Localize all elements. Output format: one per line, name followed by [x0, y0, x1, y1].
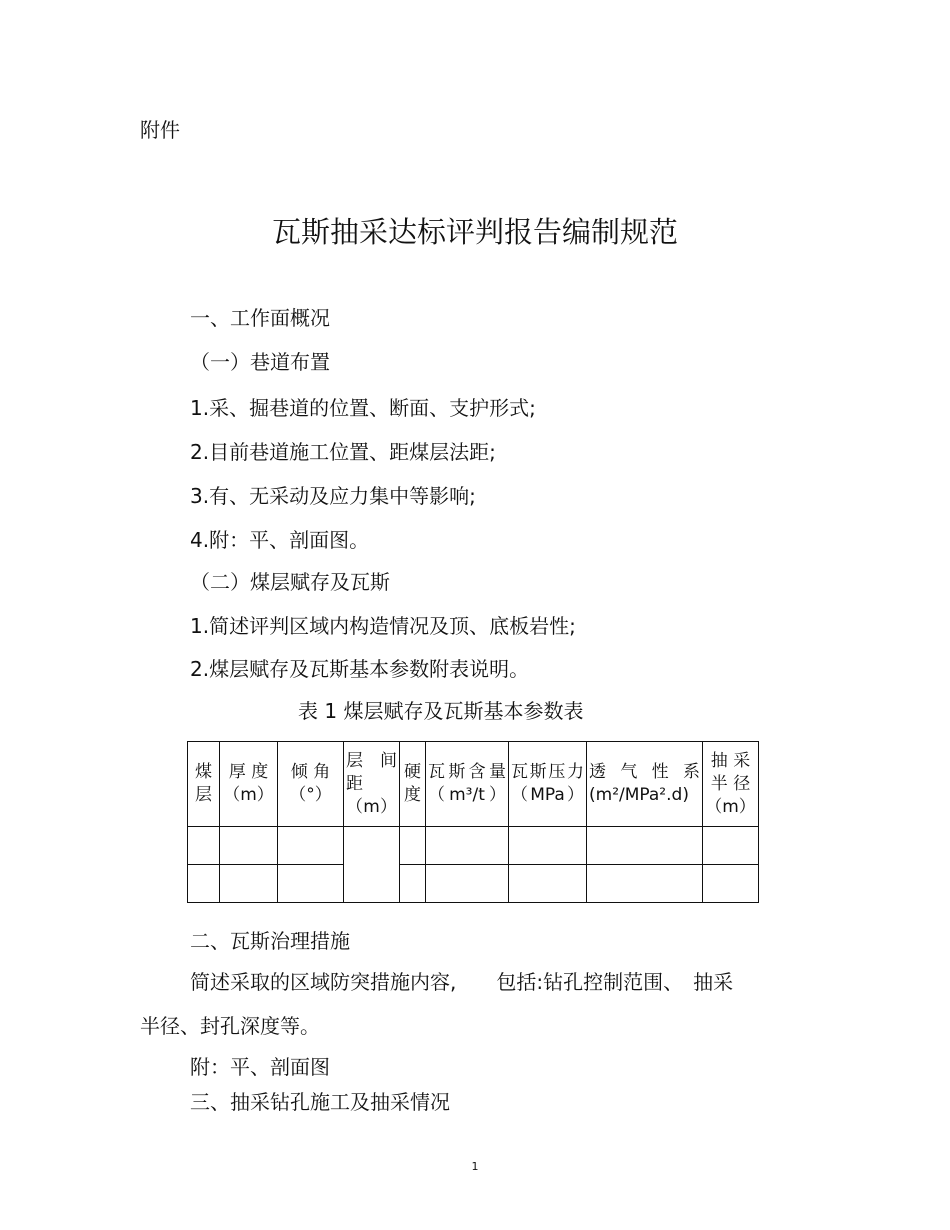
- header-interlayer-distance: 层 间距（m）: [346, 750, 397, 817]
- table-cell: [344, 827, 400, 903]
- table-cell: [220, 827, 278, 865]
- header-hardness: 硬度: [404, 762, 421, 805]
- table-row: [188, 865, 759, 903]
- page-number: 1: [471, 1160, 479, 1173]
- table-cell: [278, 865, 344, 903]
- table-cell: [400, 827, 426, 865]
- attachment-label: 附件: [140, 118, 180, 142]
- table-cell: [509, 827, 587, 865]
- subsection-1-heading: （一）巷道布置: [190, 350, 330, 374]
- header-dip-angle: 倾 角（°）: [289, 762, 332, 805]
- list-item: 1.简述评判区域内构造情况及顶、底板岩性;: [190, 614, 576, 638]
- table-cell: [188, 865, 220, 903]
- list-item: 1.采、掘巷道的位置、断面、支护形式;: [190, 396, 536, 420]
- section-2-attachment-note: 附：平、剖面图: [190, 1055, 330, 1079]
- list-item: 2.目前巷道施工位置、距煤层法距;: [190, 440, 496, 464]
- table-cell: [587, 827, 703, 865]
- section-3-heading: 三、抽采钻孔施工及抽采情况: [190, 1090, 450, 1114]
- header-seam: 煤层: [195, 762, 212, 805]
- header-permeability: 透气性系(m²/MPa².d): [589, 762, 700, 805]
- header-thickness: 厚 度（m）: [223, 762, 274, 805]
- list-item: 2.煤层赋存及瓦斯基本参数附表说明。: [190, 657, 530, 681]
- table-cell: [278, 827, 344, 865]
- list-item: 4.附：平、剖面图。: [190, 528, 370, 552]
- header-gas-pressure: 瓦斯压力（MPa）: [511, 762, 584, 805]
- table-row: [188, 827, 759, 865]
- table-cell: [426, 827, 509, 865]
- table-cell: [220, 865, 278, 903]
- table-cell: [703, 827, 759, 865]
- table-cell: [188, 827, 220, 865]
- table-cell: [400, 865, 426, 903]
- table-cell: [426, 865, 509, 903]
- section-1-heading: 一、工作面概况: [190, 306, 330, 330]
- section-2-paragraph-line-1: 简述采取的区域防突措施内容, 包括:钻孔控制范围、 抽采: [190, 970, 734, 994]
- document-title: 瓦斯抽采达标评判报告编制规范: [271, 215, 678, 249]
- header-gas-content: 瓦斯含量（m³/t）: [428, 762, 506, 805]
- subsection-2-heading: （二）煤层赋存及瓦斯: [190, 570, 390, 594]
- table-header-row: [188, 742, 759, 827]
- list-item: 3.有、无采动及应力集中等影响;: [190, 484, 476, 508]
- header-drainage-radius: 抽 采 半 径（m）: [705, 750, 756, 817]
- table-cell: [587, 865, 703, 903]
- section-2-paragraph-line-2: 半径、封孔深度等。: [140, 1014, 320, 1038]
- table-cell: [703, 865, 759, 903]
- parameter-table: [187, 741, 759, 903]
- table-caption: 表 1 煤层赋存及瓦斯基本参数表: [298, 699, 584, 723]
- section-2-heading: 二、瓦斯治理措施: [190, 929, 350, 953]
- table-cell: [509, 865, 587, 903]
